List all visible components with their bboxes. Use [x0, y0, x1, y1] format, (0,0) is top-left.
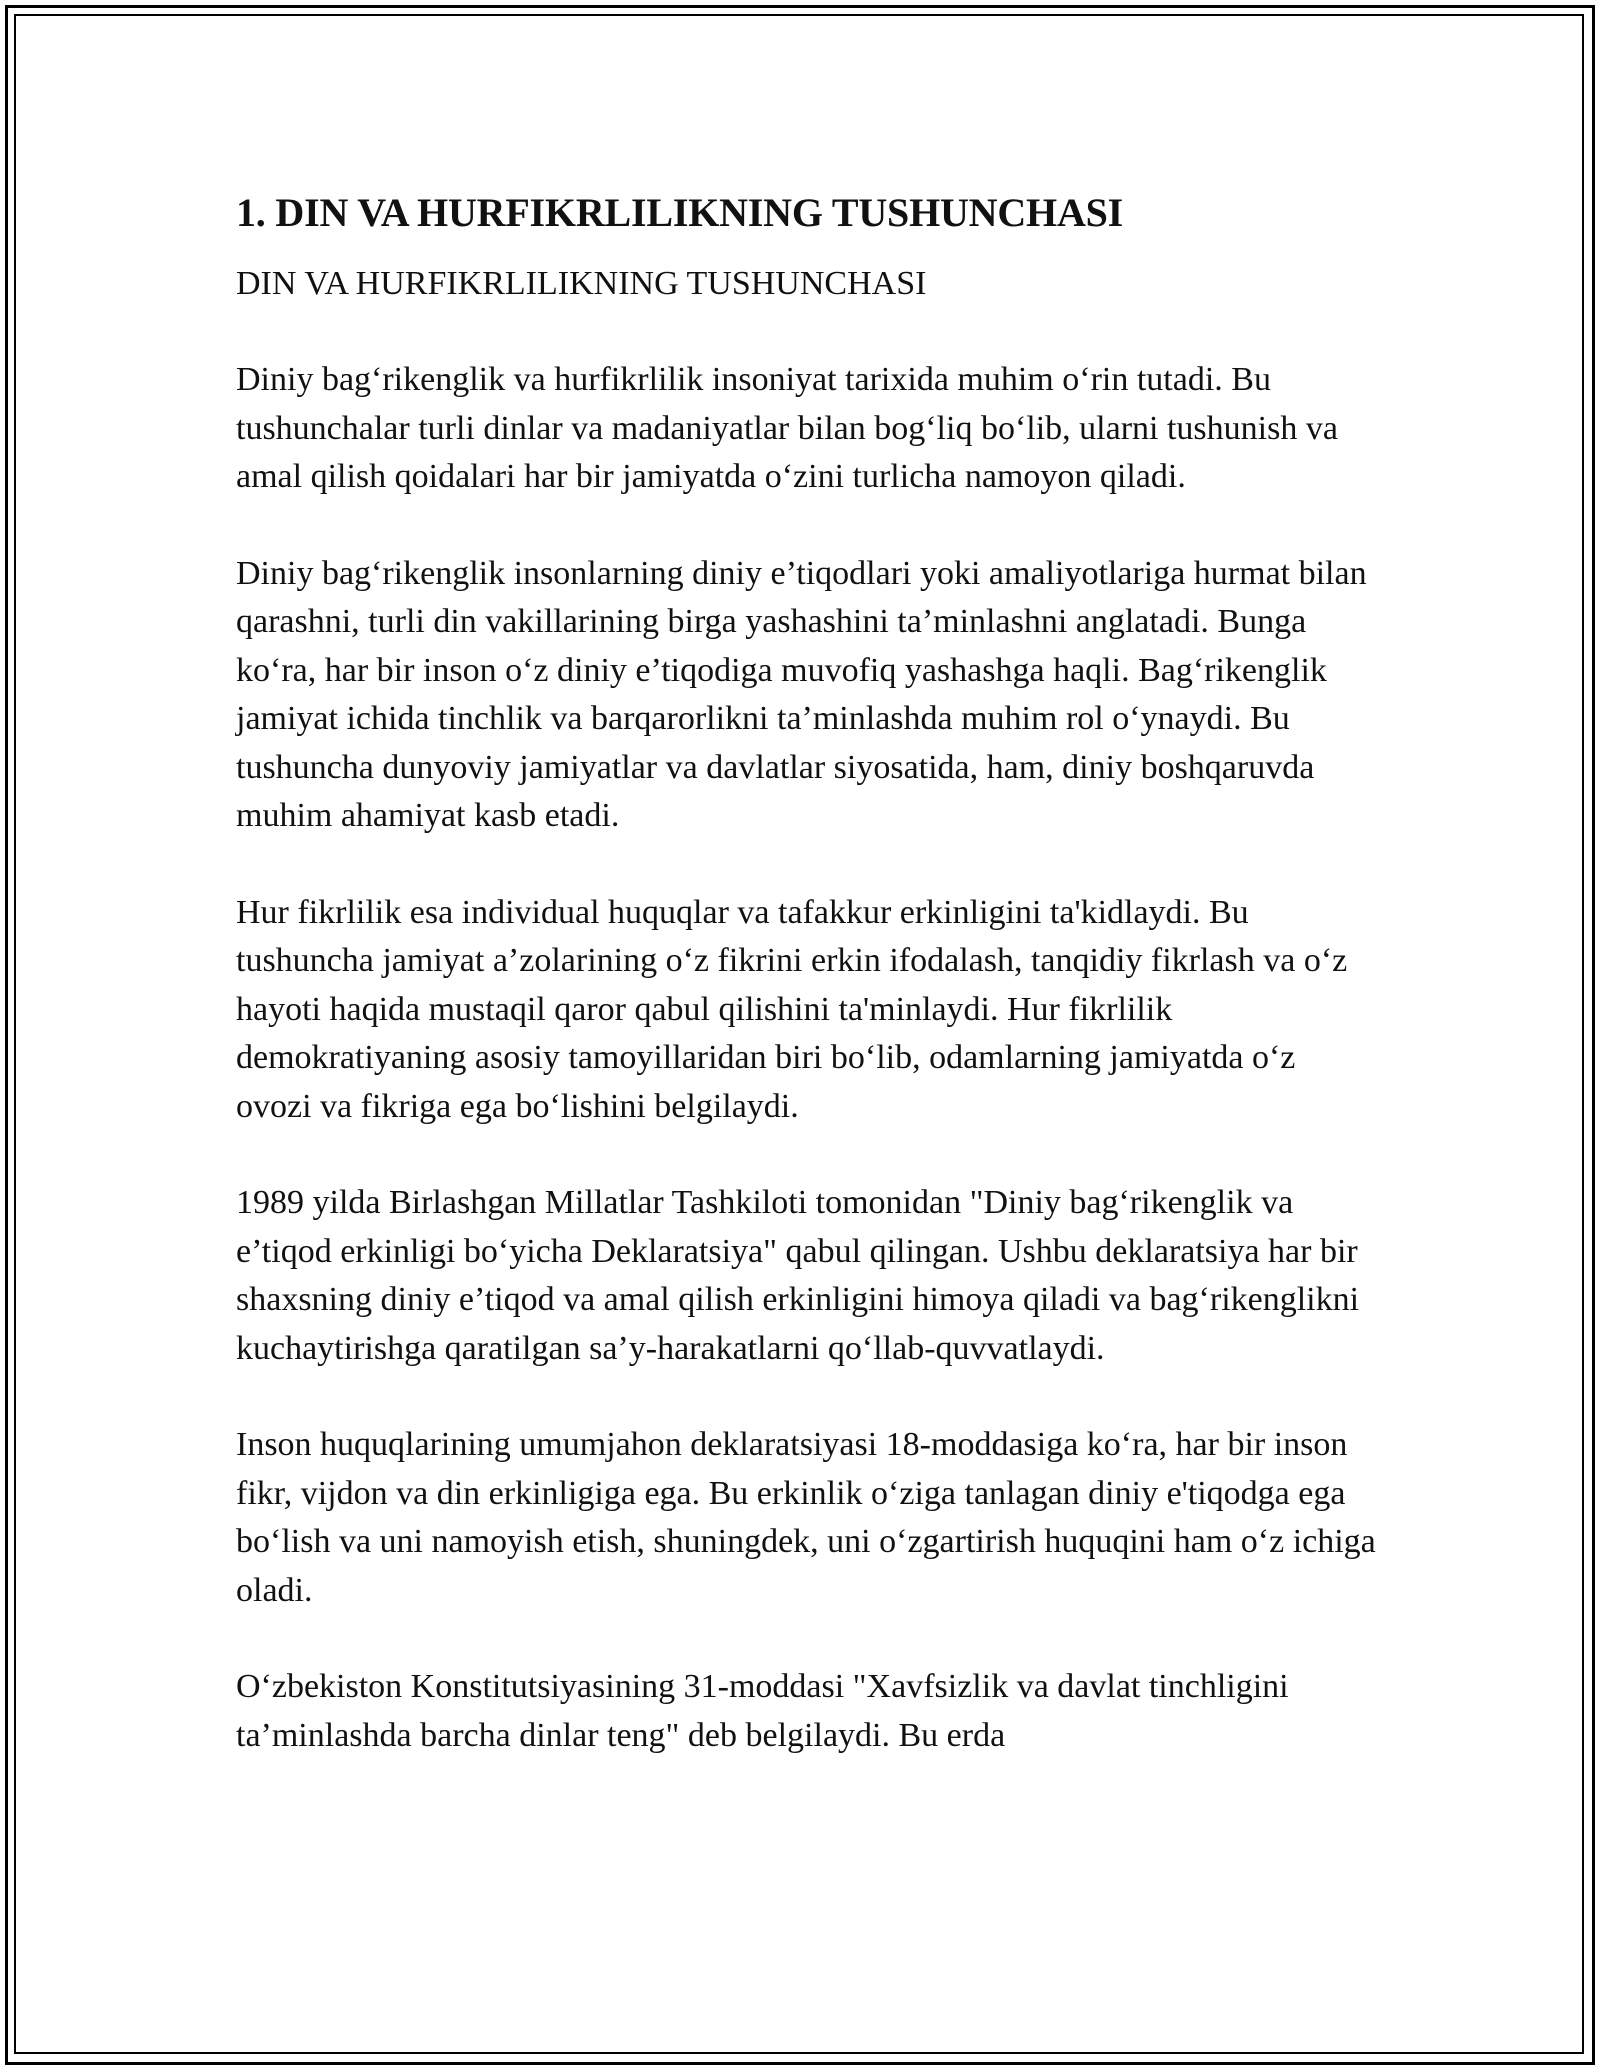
paragraph: Diniy bag‘rikenglik va hurfikrlilik insoniyat tarixida muhim o‘rin tutadi. Bu tushunchalar turli dinlar va madaniyatlar bilan bog‘liq bo‘lib, ularni tushunish va amal qilish qoidalari har bir jamiyatda o‘zini turlicha namoyon qiladi.: [236, 361, 1338, 495]
paragraph: O‘zbekiston Konstitutsiyasining 31-moddasi "Xavfsizlik va davlat tinchligini ta’minlashda barcha dinlar teng" deb belgilaydi. Bu erda: [236, 1668, 1289, 1754]
paragraph: 1989 yilda Birlashgan Millatlar Tashkiloti tomonidan "Diniy bag‘rikenglik va e’tiqod erkinligi bo‘yicha Deklaratsiya" qabul qilingan. Ushbu deklaratsiya har bir shaxsning diniy e’tiqod va amal qilish erkinligini himoya qiladi va bag‘rikenglikni kuchaytirishga qaratilgan sa’y-harakatlarni qo‘llab-quvvatlaydi.: [236, 1184, 1360, 1367]
document-page: [236, 184, 1376, 1760]
paragraph: Diniy bag‘rikenglik insonlarning diniy e’tiqodlari yoki amaliyotlariga hurmat bilan qarashni, turli din vakillarining birga yashashini ta’minlashni anglatadi. Bunga ko‘ra, har bir inson o‘z diniy e’tiqodiga muvofiq yashashga haqli. Bag‘rikenglik jamiyat ichida tinchlik va barqarorlikni ta’minlashda muhim rol o‘ynaydi. Bu tushuncha dunyoviy jamiyatlar va davlatlar siyosatida, ham, diniy boshqaruvda muhim ahamiyat kasb etadi.: [236, 554, 1367, 834]
paragraph: Hur fikrlilik esa individual huquqlar va tafakkur erkinligini ta'kidlaydi. Bu tushuncha jamiyat a’zolarining o‘z fikrini erkin ifodalash, tanqidiy fikrlash va o‘z hayoti haqida mustaqil qaror qabul qilishini ta'minlaydi. Hur fikrlilik demokratiyaning asosiy tamoyillaridan biri bo‘lib, odamlarning jamiyatda o‘z ovozi va fikriga ega bo‘lishini belgilaydi.: [236, 893, 1348, 1125]
paragraph: Inson huquqlarining umumjahon deklaratsiyasi 18-moddasiga ko‘ra, har bir inson fikr, vijdon va din erkinligiga ega. Bu erkinlik o‘ziga tanlagan diniy e'tiqodga ega bo‘lish va uni namoyish etish, shuningdek, uni o‘zgartirish huquqini ham o‘z ichiga oladi.: [236, 1426, 1376, 1609]
section-heading: 1. DIN VA HURFIKRLILIKNING TUSHUNCHASI: [236, 190, 1124, 235]
section-subheading: DIN VA HURFIKRLILIKNING TUSHUNCHASI: [236, 265, 927, 302]
